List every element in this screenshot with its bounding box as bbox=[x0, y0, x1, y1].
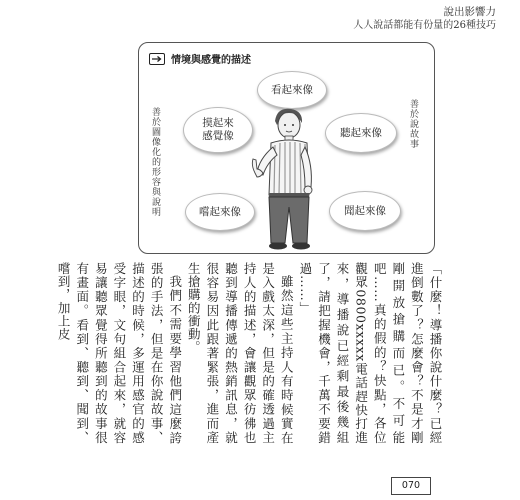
body-text bbox=[56, 262, 444, 444]
bubble-taste: 嚐起來像 bbox=[185, 193, 255, 231]
bubble-smell: 聞起來像 bbox=[329, 191, 401, 231]
paragraph-1: 「什麼！導播你說什麼？已經進倒數了？怎麼會？不是才剛剛開放搶購而已。不可能吧……真的假的？快點，各位觀眾0800xxxxx電話趕快打進來，導播說已經剩最後幾組了，請把握機會，千萬不要錯過……」 bbox=[297, 262, 443, 444]
bubble-touch: 摸起來 感覺像 bbox=[183, 107, 253, 153]
book-subtitle: 人人說話都能有份量的26種技巧 bbox=[353, 20, 496, 31]
side-label-right: 善於說故事 bbox=[408, 99, 418, 149]
presenter-illustration bbox=[247, 103, 327, 253]
diagram-heading bbox=[149, 51, 251, 66]
page-number: 070 bbox=[391, 477, 431, 495]
paragraph-3: 我們不需要學習他們這麼誇張的手法，但是在你說故事、描述的時候，多運用感官的感受字眼，文句組合起來，就容易讓聽眾覺得所聽到的故事很有畫面。看到、聽到、聞到、嚐到，加上皮 bbox=[56, 262, 183, 444]
side-label-left: 善於圖像化的形容與說明 bbox=[150, 107, 160, 217]
bubble-hear: 聽起來像 bbox=[325, 113, 397, 153]
senses-diagram bbox=[138, 42, 435, 254]
book-title: 說出影響力 bbox=[443, 6, 496, 18]
paragraph-2: 雖然這些主持人有時候實在是入戲太深，但是的確透過主持人的描述，會讓觀眾彷彿也聽到導播傳遞的熱銷訊息，就很容易因此跟著緊張，進而產生搶購的衝動。 bbox=[186, 262, 295, 444]
arrow-right-icon bbox=[149, 53, 165, 65]
running-header bbox=[353, 6, 496, 32]
bubble-see: 看起來像 bbox=[257, 71, 327, 109]
diagram-title: 情境與感覺的描述 bbox=[171, 55, 251, 66]
